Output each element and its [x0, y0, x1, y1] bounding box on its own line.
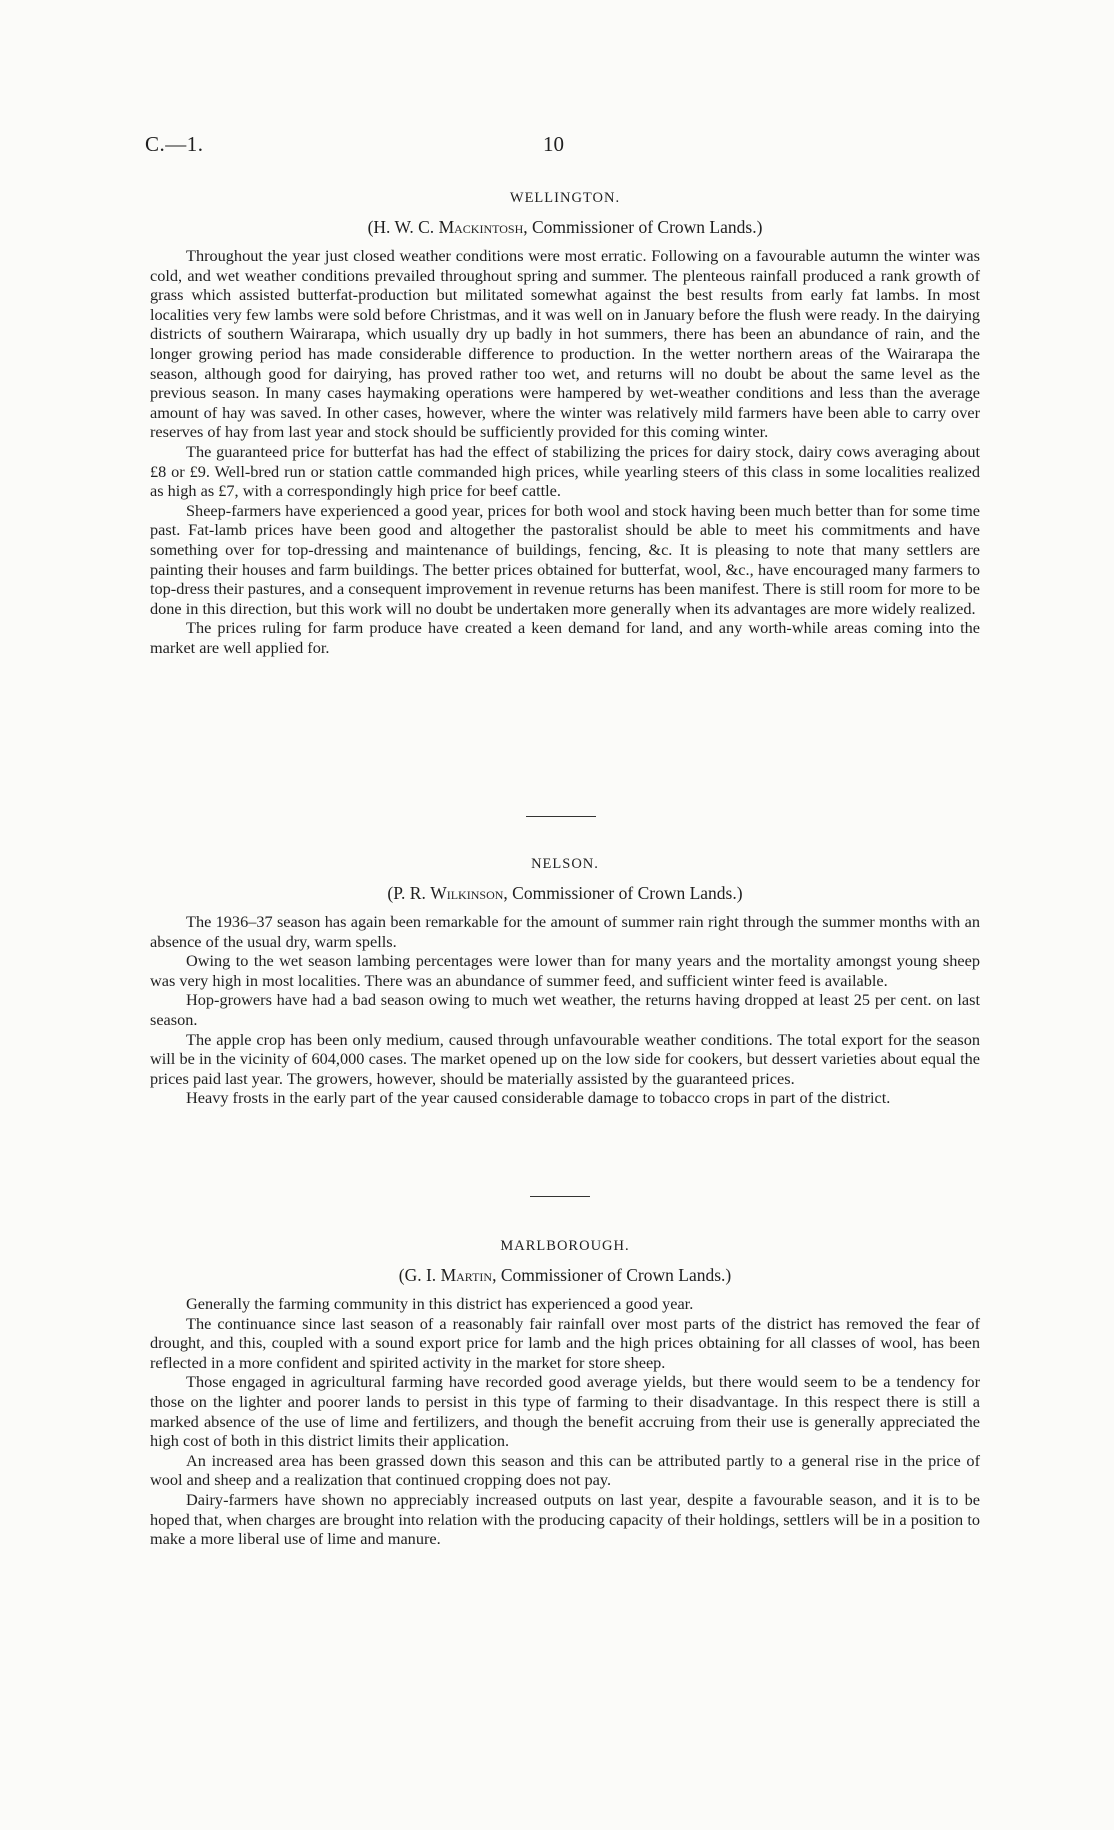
- section-wellington: [150, 190, 980, 657]
- section-nelson: [150, 856, 980, 1108]
- paragraph: Heavy frosts in the early part of the year caused considerable damage to tobacco crops in part of the district.: [186, 1088, 891, 1108]
- section-author: (G. I. Martin, Commissioner of Crown Lands.): [398, 1265, 732, 1285]
- paragraph: The guaranteed price for butterfat has had the effect of stabilizing the prices for dairy stock, dairy cows averaging about £8 or £9. Well-bred run or station cattle commanded high prices, while yearling steers of this class in some localities realized as high as £7, with a correspondingly high price for beef cattle.: [150, 441, 980, 501]
- paragraph: Hop-growers have had a bad season owing to much wet weather, the returns having dropped at least 25 per cent. on last season.: [150, 990, 980, 1029]
- paragraph: The 1936–37 season has again been remarkable for the amount of summer rain right through the summer months with an absence of the usual dry, warm spells.: [150, 912, 980, 951]
- section-title: WELLINGTON.: [509, 190, 621, 206]
- section-title: NELSON.: [531, 856, 599, 872]
- paragraph: Sheep-farmers have experienced a good year, prices for both wool and stock having been much better than for some time past. Fat-lamb prices have been good and altogether the pastoralist should be able to meet his commitments and have something over for top-dressing and maintenance of buildings, fencing, &c. It is pleasing to note that many settlers are painting their houses and farm buildings. The better prices obtained for butterfat, wool, &c., have encouraged many farmers to top-dress their pastures, and a consequent improvement in revenue returns has been manifest. There is still room for more to be done in this direction, but this work will no doubt be undertaken more generally when its advantages are more widely realized.: [150, 500, 980, 618]
- section-author: (P. R. Wilkinson, Commissioner of Crown Lands.): [387, 883, 743, 903]
- section-marlborough: [150, 1238, 980, 1549]
- paragraph: Throughout the year just closed weather conditions were most erratic. Following on a favourable autumn the winter was cold, and wet weather conditions prevailed throughout spring and summer. The plenteous rainfall produced a rank growth of grass which assisted butterfat-production but militated somewhat against the best results from early fat lambs. In most localities very few lambs were sold before Christmas, and it was well on in January before the flush were ready. In the dairying districts of southern Wairarapa, which usually dry up badly in hot summers, there has been an abundance of rain, and the longer growing period has made considerable difference to production. In the wetter northern areas of the Wairarapa the season, although good for dairying, has proved rather too wet, and returns will no doubt be about the same level as the previous season. In many cases haymaking operations were hampered by wet-weather conditions and less than the average amount of hay was saved. In other cases, however, where the winter was relatively mild farmers have been able to carry over reserves of hay from last year and stock should be sufficiently provided for this coming winter.: [150, 246, 980, 442]
- paragraph: Dairy-farmers have shown no appreciably increased outputs on last year, despite a favourable season, and it is to be hoped that, when charges are brought into relation with the producing capacity of their holdings, settlers will be in a position to make a more liberal use of lime and manure.: [150, 1489, 980, 1549]
- section-divider: [526, 816, 596, 817]
- report-reference: C.—1.: [145, 132, 204, 156]
- section-title: MARLBOROUGH.: [500, 1238, 630, 1254]
- paragraph: The apple crop has been only medium, caused through unfavourable weather conditions. The total export for the season will be in the vicinity of 604,000 cases. The market opened up on the low side for cookers, but dessert varieties about equal the prices paid last year. The growers, however, should be materially assisted by the guaranteed prices.: [150, 1029, 980, 1088]
- paragraph: An increased area has been grassed down this season and this can be attributed partly to a general rise in the price of wool and sheep and a realization that continued cropping does not pay.: [150, 1450, 980, 1490]
- section-divider: [530, 1196, 590, 1197]
- paragraph: The prices ruling for farm produce have created a keen demand for land, and any worth-while areas coming into the market are well applied for.: [150, 618, 980, 657]
- paragraph: Those engaged in agricultural farming have recorded good average yields, but there would seem to be a tendency for those on the lighter and poorer lands to persist in this type of farming to their disadvantage. In this respect there is still a marked absence of the use of lime and fertilizers, and though the benefit accruing from their use is generally appreciated the high cost of both in this district limits their application.: [150, 1372, 980, 1451]
- page-header: [145, 132, 975, 162]
- paragraph: Owing to the wet season lambing percentages were lower than for many years and the mortality amongst young sheep was very high in most localities. There was an abundance of summer feed, and sufficient winter feed is available.: [150, 951, 980, 990]
- section-author: (H. W. C. Mackintosh, Commissioner of Crown Lands.): [367, 217, 763, 237]
- paragraph: Generally the farming community in this district has experienced a good year.: [186, 1294, 694, 1313]
- page-number: 10: [543, 132, 564, 156]
- paragraph: The continuance since last season of a reasonably fair rainfall over most parts of the district has removed the fear of drought, and this, coupled with a sound export price for lamb and the high prices obtaining for all classes of wool, has been reflected in a more confident and spirited activity in the market for store sheep.: [150, 1313, 980, 1372]
